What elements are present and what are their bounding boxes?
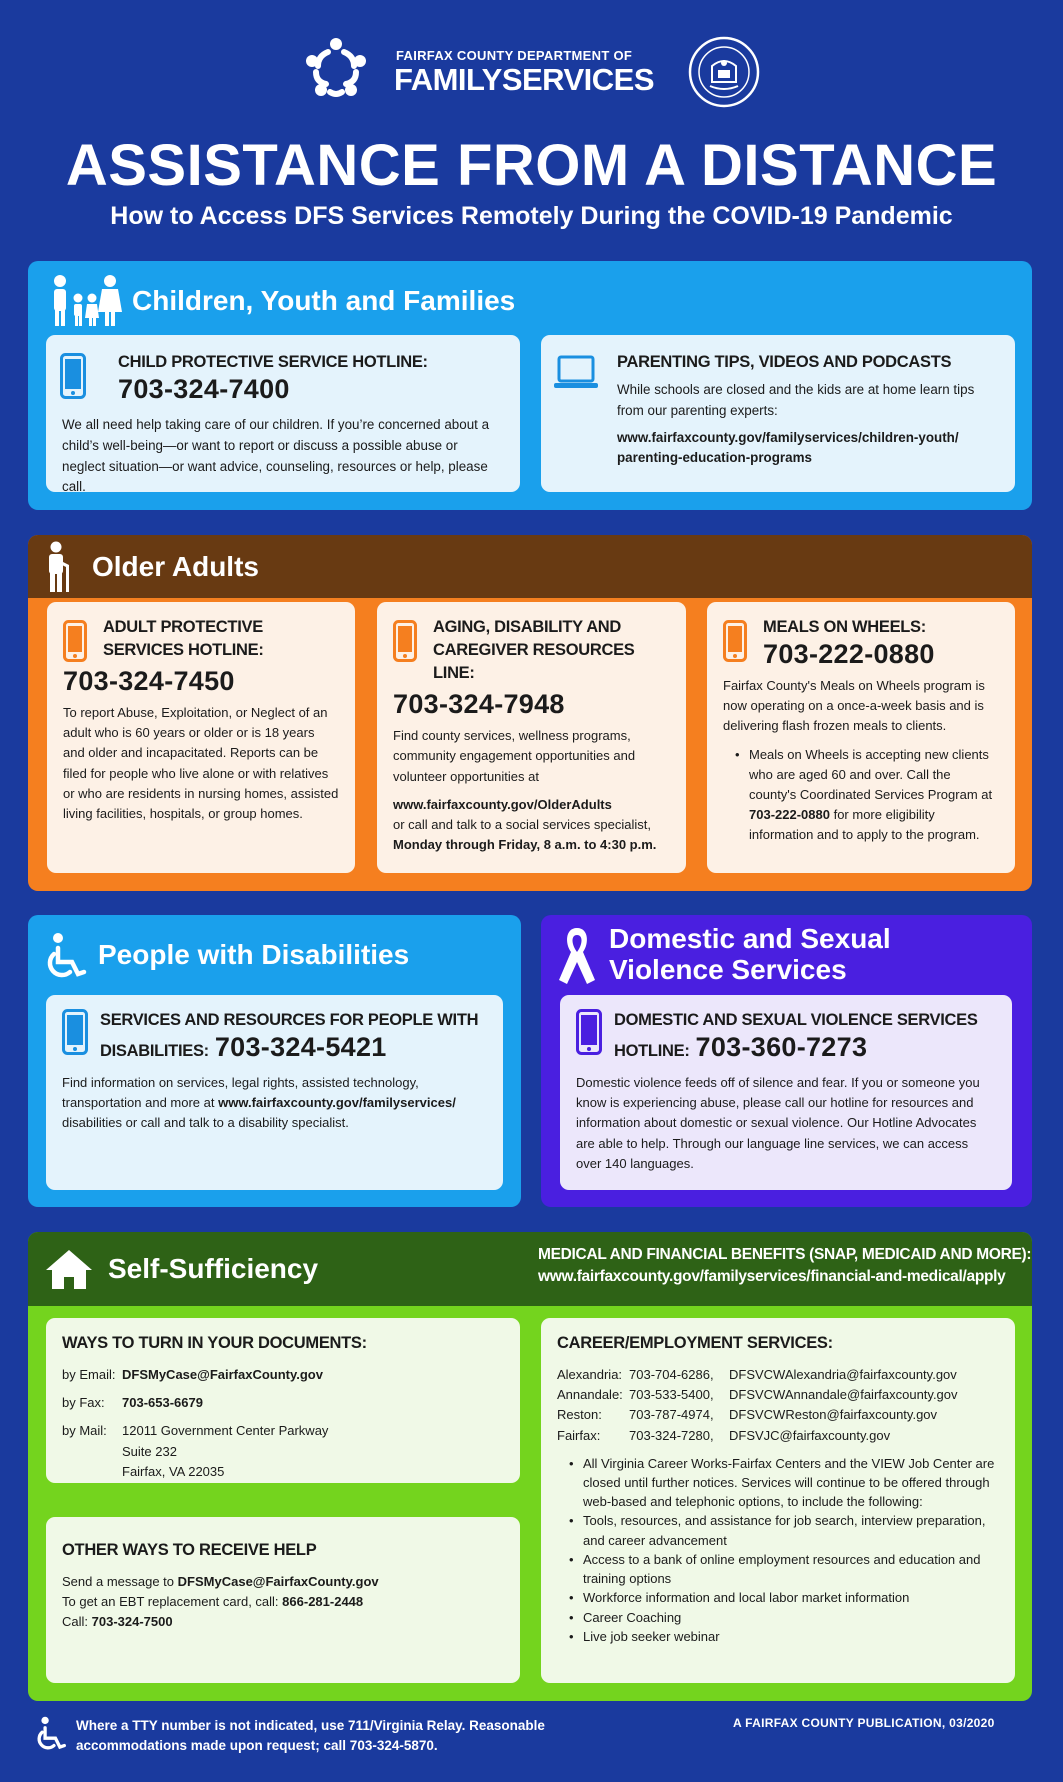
parenting-link-line2[interactable]: parenting-education-programs [617, 450, 812, 466]
disabilities-link[interactable]: www.fairfaxcounty.gov/familyservices/ [218, 1095, 456, 1111]
card-heading-line2: DISABILITIES: [100, 1042, 209, 1061]
office-city: Fairfax: [557, 1427, 601, 1443]
list-item: • Career Coaching [569, 1608, 999, 1627]
email-link[interactable]: DFSVCWReston@fairfaxcounty.gov [729, 1407, 938, 1423]
list-item: • Tools, resources, and assistance for job search, interview preparation, and career advancement [569, 1511, 999, 1549]
house-icon [44, 1247, 94, 1291]
list-item: • Meals on Wheels is accepting new clients who are aged 60 and over. Call the county's Coordinated Services Program at 703-222-0880 for more eligibility information and to apply to the program. [735, 745, 999, 846]
page-title: ASSISTANCE FROM A DISTANCE [65, 133, 998, 198]
phone-number[interactable]: 703-324-5421 [214, 1032, 387, 1063]
office-row [557, 1426, 999, 1446]
card-heading: CHILD PROTECTIVE SERVICE HOTLINE: [118, 353, 428, 371]
card-heading: CAREER/EMPLOYMENT SERVICES: [557, 1334, 833, 1352]
card-heading: MEALS ON WHEELS: [763, 618, 926, 636]
card-meals-on-wheels [707, 602, 1015, 873]
mail-address-line1: 12011 Government Center Parkway [122, 1423, 329, 1439]
card-turn-in-documents [46, 1318, 520, 1483]
fax-number[interactable]: 703-653-6679 [122, 1395, 203, 1411]
office-list [557, 1365, 999, 1446]
laptop-icon [553, 355, 599, 391]
smartphone-icon [393, 620, 417, 662]
card-heading-line1: AGING, DISABILITY AND [433, 618, 622, 636]
wheelchair-icon [44, 932, 88, 978]
card-heading-line1: ADULT PROTECTIVE [103, 618, 263, 636]
card-heading: OTHER WAYS TO RECEIVE HELP [62, 1541, 317, 1559]
card-disability-services [46, 995, 503, 1190]
smartphone-icon [62, 1009, 88, 1055]
section-header [541, 915, 1032, 995]
section-self-sufficiency [28, 1232, 1032, 1701]
mail-label: by Mail: [62, 1423, 107, 1439]
section-header [28, 535, 1032, 598]
phone-number[interactable]: 866-281-2448 [282, 1594, 364, 1610]
email-link[interactable]: DFSMyCase@FairfaxCounty.gov [177, 1574, 379, 1590]
email-link[interactable]: DFSVCWAnnandale@fairfaxcounty.gov [729, 1387, 958, 1403]
section-children-youth-families [28, 261, 1032, 510]
card-body: Find information on services, legal rights, assisted technology, transportation and more at www.fairfaxcounty.gov/familyservices/ disabilities or call and talk to a disability specialist. [62, 1075, 456, 1131]
page-subtitle: How to Access DFS Services Remotely During the COVID-19 Pandemic [110, 202, 953, 230]
card-body: Domestic violence feeds off of silence and fear. If you or someone you know is experiencing abuse, please call our hotline for resources and information about domestic or sexual violence. Our Hotline Advocates are able to help. Through our language line services, we can access over 140 languages. [576, 1075, 980, 1171]
card-body: While schools are closed and the kids are at home learn tips from our parenting experts: [617, 382, 975, 418]
email-label: by Email: [62, 1367, 116, 1383]
list-item: • Access to a bank of online employment resources and education and training options [569, 1550, 999, 1588]
card-career-employment [541, 1318, 1015, 1683]
card-heading-line1: SERVICES AND RESOURCES FOR PEOPLE WITH [100, 1011, 479, 1029]
phone-number[interactable]: 703-324-7280, [629, 1427, 714, 1443]
family-logo-icon [300, 34, 372, 106]
section-header [28, 1232, 1032, 1306]
card-heading-line2: SERVICES HOTLINE: [103, 641, 264, 660]
county-seal-icon [688, 36, 760, 108]
section-title: Self-Sufficiency [108, 1253, 319, 1284]
phone-number[interactable]: 703-324-7500 [91, 1614, 173, 1630]
career-bullets [569, 1454, 999, 1646]
card-body-2: or call and talk to a social services specialist, [393, 816, 651, 832]
email-link[interactable]: DFSVCWAlexandria@fairfaxcounty.gov [729, 1367, 957, 1383]
smartphone-icon [60, 353, 86, 399]
office-row [557, 1365, 999, 1385]
mail-address-line2: Suite 232 [122, 1443, 177, 1459]
phone-number[interactable]: 703-787-4974, [629, 1407, 714, 1423]
card-parenting-tips [541, 335, 1015, 492]
footer-publication: A FAIRFAX COUNTY PUBLICATION, 03/2020 [733, 1716, 995, 1730]
smartphone-icon [576, 1009, 602, 1055]
section-title: Older Adults [92, 550, 259, 582]
phone-number[interactable]: 703-360-7273 [695, 1032, 868, 1063]
card-adult-protective-hotline [47, 602, 355, 873]
card-heading-line2: HOTLINE: [614, 1042, 690, 1061]
office-city: Annandale: [557, 1387, 623, 1403]
phone-number[interactable]: 703-324-7450 [63, 666, 235, 697]
fax-label: by Fax: [62, 1395, 105, 1411]
section-header [28, 915, 521, 995]
card-domestic-violence-hotline [560, 995, 1012, 1190]
section-title: People with Disabilities [98, 939, 410, 970]
benefits-link[interactable]: www.fairfaxcounty.gov/familyservices/financial-and-medical/apply [538, 1267, 1006, 1285]
awareness-ribbon-icon [557, 924, 597, 986]
card-body: Find county services, wellness programs, community engagement opportunities and volunteer opportunities at [393, 728, 636, 784]
header [0, 28, 1063, 108]
card-body: We all need help taking care of our children. If you’re concerned about a child’s well-being—or want to report or discuss a possible abuse or neglect situation—or want advice, counseling, resources or help, please call. [62, 417, 490, 495]
org-name-large: FAMILYSERVICES [394, 62, 655, 97]
section-older-adults [28, 535, 1032, 891]
section-title-line2: Violence Services [609, 954, 847, 985]
card-heading-line2: CAREGIVER RESOURCES LINE: [433, 641, 635, 683]
footer-line1: Where a TTY number is not indicated, use 711/Virginia Relay. Reasonable [76, 1718, 545, 1733]
wheelchair-icon [34, 1716, 68, 1750]
section-domestic-sexual-violence [541, 915, 1032, 1207]
card-child-protective-hotline [46, 335, 520, 495]
phone-number[interactable]: 703-324-7948 [393, 689, 565, 720]
elderly-person-icon [44, 541, 74, 593]
parenting-link-line1[interactable]: www.fairfaxcounty.gov/familyservices/children-youth/ [617, 429, 959, 445]
card-aging-disability-line [377, 602, 686, 873]
office-city: Alexandria: [557, 1367, 623, 1383]
phone-number[interactable]: 703-222-0880 [749, 806, 830, 822]
card-body: Fairfax County's Meals on Wheels program is now operating on a once-a-week basis and is delivering flash frozen meals to clients. [723, 678, 985, 734]
card-heading: WAYS TO TURN IN YOUR DOCUMENTS: [62, 1334, 367, 1352]
card-body: To report Abuse, Exploitation, or Neglect of an adult who is 60 years or older or is 18 years and older and incapacitated. Reports can be filed for people who live alone or with relatives or who are residents in nursing homes, assisted living facilities, hospitals, or group homes. [63, 705, 339, 821]
section-header [28, 261, 1032, 341]
family-icon [48, 274, 124, 328]
meals-bullets [735, 745, 999, 846]
phone-number[interactable]: 703-533-5400, [629, 1387, 714, 1403]
email-link[interactable]: DFSVJC@fairfaxcounty.gov [729, 1427, 891, 1443]
list-item: • All Virginia Career Works-Fairfax Centers and the VIEW Job Center are closed until further notices. Services will continue to be offered through web-based and telephonic options, to include the following: [569, 1454, 999, 1512]
smartphone-icon [723, 620, 747, 662]
footer-accessibility-note [76, 1716, 545, 1755]
phone-number[interactable]: 703-704-6286, [629, 1367, 714, 1383]
phone-number[interactable]: 703-324-7400 [118, 374, 290, 405]
older-adults-link[interactable]: www.fairfaxcounty.gov/OlderAdults [393, 796, 612, 812]
card-other-ways-help: OTHER WAYS TO RECEIVE HELP Send a message to DFSMyCase@FairfaxCounty.gov To get an EBT replacement card, call: 866-281-2448 Call: 703-324-7500 [46, 1517, 520, 1683]
phone-number[interactable]: 703-222-0880 [763, 639, 935, 670]
section-title-line1: Domestic and Sexual [609, 923, 891, 955]
benefits-heading: MEDICAL AND FINANCIAL BENEFITS (SNAP, MEDICAID AND MORE): [538, 1246, 1032, 1263]
mail-address-line3: Fairfax, VA 22035 [122, 1463, 225, 1479]
email-link[interactable]: DFSMyCase@FairfaxCounty.gov [122, 1367, 323, 1383]
list-item: • Live job seeker webinar [569, 1627, 999, 1646]
list-item: • Workforce information and local labor market information [569, 1588, 999, 1607]
card-heading-line1: DOMESTIC AND SEXUAL VIOLENCE SERVICES [614, 1011, 978, 1029]
footer-line2: accommodations made upon request; call 703-324-5870. [76, 1737, 438, 1753]
office-hours: Monday through Friday, 8 a.m. to 4:30 p.m. [393, 836, 657, 852]
office-row [557, 1385, 999, 1405]
office-row [557, 1405, 999, 1425]
section-people-with-disabilities [28, 915, 521, 1207]
smartphone-icon [63, 620, 87, 662]
section-title: Children, Youth and Families [132, 285, 516, 316]
org-name-small: FAIRFAX COUNTY DEPARTMENT OF [396, 48, 633, 63]
office-city: Reston: [557, 1407, 602, 1423]
card-heading: PARENTING TIPS, VIDEOS AND PODCASTS [617, 353, 952, 371]
